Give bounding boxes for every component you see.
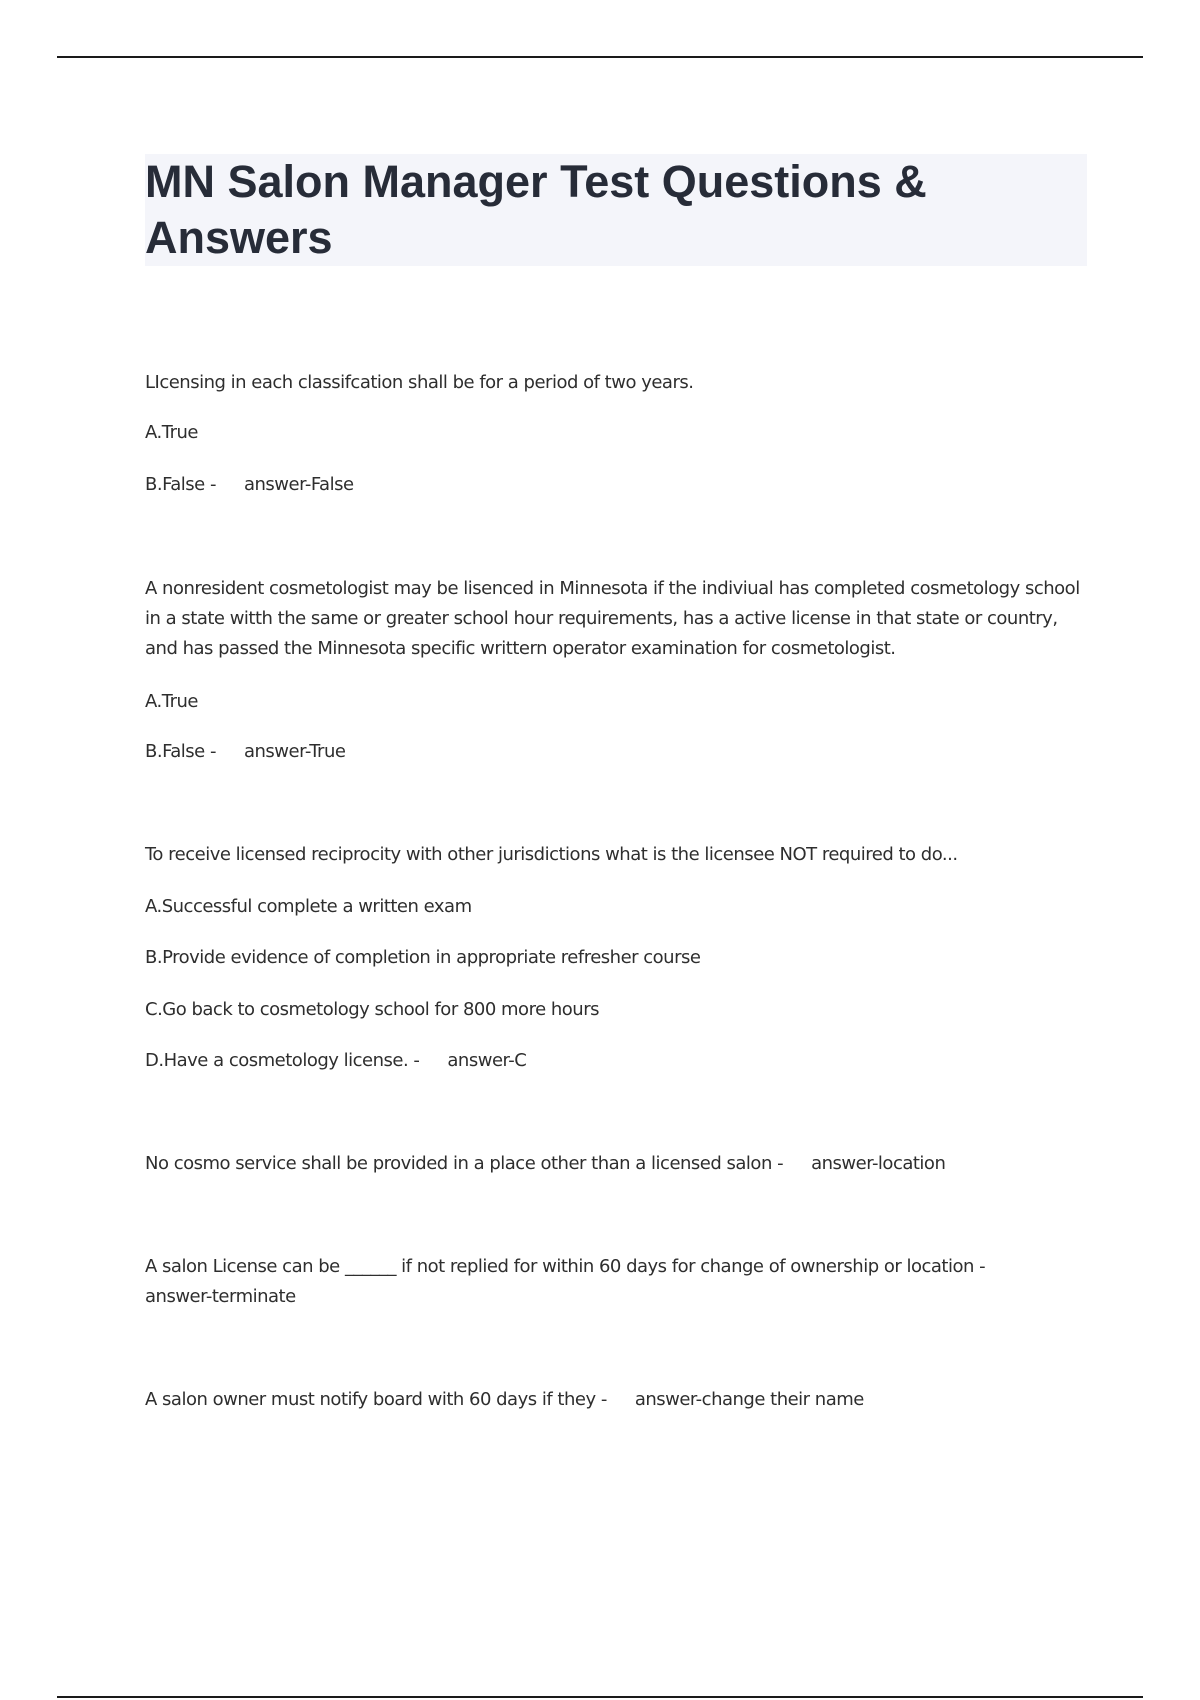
question-text: No cosmo service shall be provided in a place other than a licensed salon -: [145, 1153, 784, 1174]
answer-option-row: [145, 737, 1095, 767]
answer-option: A.True: [145, 691, 198, 712]
question-text: LIcensing in each classifcation shall be for a period of two years.: [145, 372, 694, 393]
bottom-rule: [57, 1696, 1143, 1698]
question-text: A salon owner must notify board with 60 days if they -: [145, 1389, 607, 1410]
question-row: [145, 1149, 1095, 1179]
answer-option-row: [145, 1046, 1095, 1076]
question-text: To receive licensed reciprocity with other jurisdictions what is the licensee NOT required to do...: [145, 844, 958, 865]
answer-key: answer-terminate: [145, 1286, 296, 1307]
answer-option: A.Successful complete a written exam: [145, 896, 472, 917]
question-text: A nonresident cosmetologist may be lisenced in Minnesota if the indiviual has completed cosmetology school in a state witth the same or greater school hour requirements, has a active license in that state or country, and has passed the Minnesota specific writtern operator examination for cosmetologist.: [145, 578, 1080, 659]
question-row: [145, 1385, 1095, 1415]
answer-option: C.Go back to cosmetology school for 800 more hours: [145, 999, 599, 1020]
answer-option: D.Have a cosmetology license. -: [145, 1050, 420, 1071]
answer-option: A.True: [145, 422, 198, 443]
answer-key: answer-C: [447, 1050, 527, 1071]
answer-option-row: [145, 470, 1095, 500]
answer-key: answer-location: [811, 1153, 946, 1174]
page-title: MN Salon Manager Test Questions & Answers: [145, 156, 927, 263]
top-rule: [57, 56, 1143, 58]
answer-key: answer-change their name: [634, 1389, 864, 1410]
answer-key: answer-True: [243, 741, 346, 762]
answer-option: B.False -: [145, 741, 216, 762]
answer-option: B.Provide evidence of completion in appropriate refresher course: [145, 947, 701, 968]
answer-key: answer-False: [243, 474, 354, 495]
question-text: A salon License can be ______ if not replied for within 60 days for change of ownership or location -: [145, 1256, 986, 1277]
answer-option: B.False -: [145, 474, 216, 495]
